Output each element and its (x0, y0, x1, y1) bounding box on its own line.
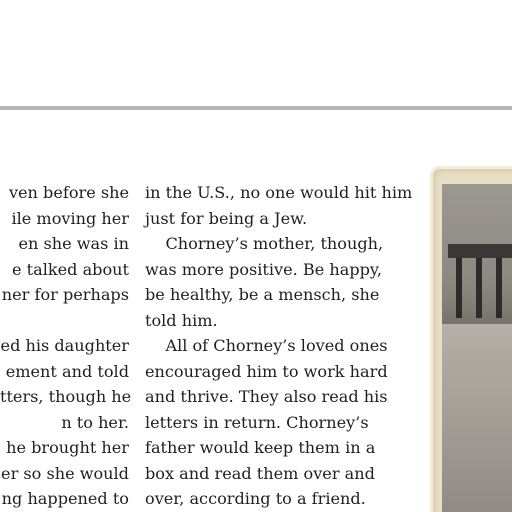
left-line-5: ner for perhaps (1, 285, 129, 304)
left-line-9: tters, though he (0, 387, 132, 406)
left-line-2: ile moving her (11, 208, 129, 228)
mid-line-7: All of Chorney’s loved ones (145, 336, 388, 355)
mid-line-2: just for being a Jew. (145, 208, 308, 228)
left-line-7: ed his daughter (0, 336, 129, 355)
left-line-10: n to her. (61, 412, 129, 432)
pier-post (476, 258, 482, 318)
left-column (0, 180, 132, 512)
mid-line-3: Chorney’s mother, though, (145, 234, 384, 253)
pier-deck (448, 244, 512, 258)
left-line-6 (0, 308, 129, 334)
mid-line-5: be healthy, be a mensch, she (145, 285, 380, 304)
mid-line-13: over, according to a friend. (145, 489, 366, 508)
photo-image (442, 184, 512, 512)
mid-line-8: encouraged him to work hard (145, 361, 388, 381)
mid-line-1: in the U.S., no one would hit him (145, 183, 413, 202)
mid-line-4: was more positive. Be happy, (145, 259, 382, 279)
mid-line-10: letters in return. Chorney’s (145, 412, 369, 432)
left-line-3: en she was in (18, 234, 129, 253)
pier-post (496, 258, 502, 318)
header-rule (0, 106, 512, 110)
water-area (442, 324, 512, 512)
middle-column (145, 180, 413, 512)
mid-line-9: and thrive. They also read his (145, 387, 388, 406)
pier-post (456, 258, 462, 318)
mid-line-6: told him. (145, 310, 218, 330)
left-line-12: er so she would (1, 463, 129, 483)
left-line-13: ng happened to (1, 489, 129, 508)
left-line-8: ement and told (5, 361, 129, 381)
left-line-1: ven before she (8, 183, 129, 202)
mid-line-11: father would keep them in a (145, 438, 376, 457)
vintage-photo (430, 166, 512, 512)
left-line-4: e talked about (12, 259, 129, 279)
left-line-11: he brought her (6, 438, 129, 457)
mid-line-12: box and read them over and (145, 463, 375, 483)
